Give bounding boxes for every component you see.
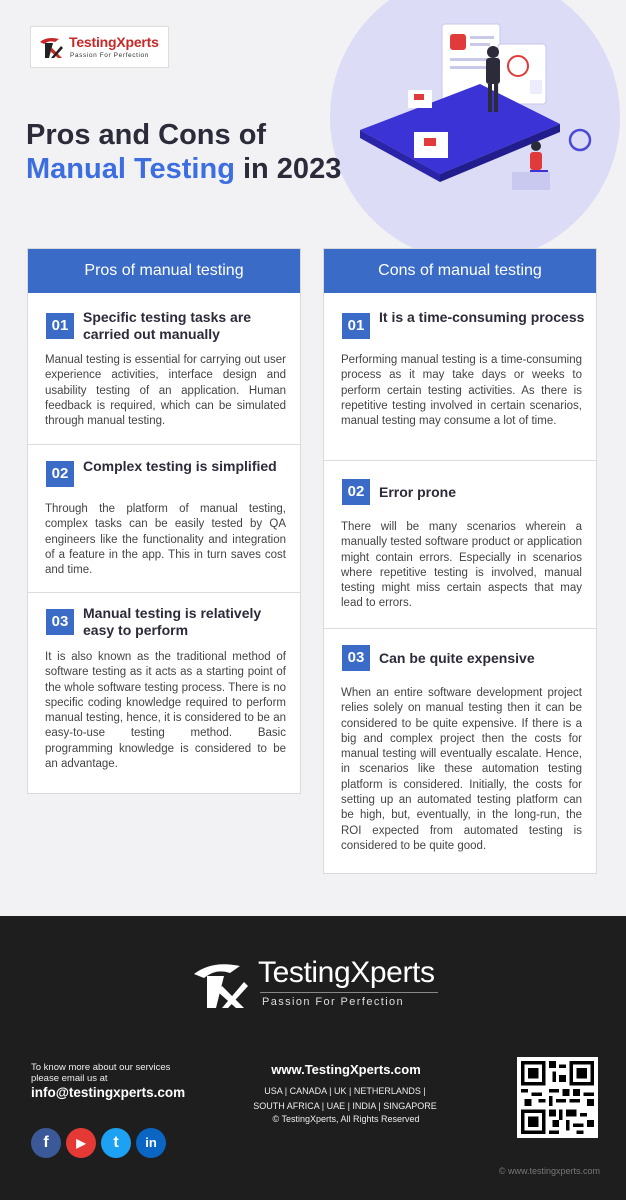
cons-card bbox=[323, 248, 597, 874]
pros-item-3-body: It is also known as the traditional method of software testing as it acts as a starting point of the whole software testing process. There is no specific coding knowledge required to perform manual testing, hence, it is considered to be an easy-to-use testing method. Basic programming knowledge is considered to be an advantage. bbox=[45, 651, 286, 771]
qr-code-icon[interactable] bbox=[517, 1057, 598, 1138]
cons-item-1-body: Performing manual testing is a time-consuming process as it may take days or weeks to perform certain testing activities. As there is repetitive testing involved in certain scenarios, manual testing may consume a lot of time. bbox=[341, 354, 582, 428]
hero-illustration bbox=[330, 0, 620, 262]
cons-item-2-number: 02 bbox=[342, 479, 370, 505]
logo-mark-icon bbox=[37, 34, 65, 62]
cons-item-2-body: There will be many scenarios wherein a manually tested software product or application might contain errors. Especially in scenarios where repetitive testing is involved, manual testing might miss certain aspects that may lead to errors. bbox=[341, 521, 582, 610]
footer-copyright: © www.testingxperts.com bbox=[498, 1166, 600, 1176]
title-line-1: Pros and Cons of bbox=[26, 119, 267, 151]
pros-item-2-number: 02 bbox=[46, 461, 74, 487]
facebook-icon[interactable]: f bbox=[31, 1128, 61, 1158]
cons-item-3-body: When an entire software development project relies solely on manual testing then it can be considered to be quite expensive. If there is a big and complex project then the costs for manual testing will eventually escalate. Hence, in scenarios like these automation testing platform is considered. Initially, the costs for setting up an automated testing platform can be high, but, eventually, in the long-run, the ROI expected from automated testing is considered to be quite good. bbox=[341, 687, 582, 852]
testing-team-illustration bbox=[330, 0, 620, 262]
footer-logo-tagline: Passion For Perfection bbox=[262, 996, 405, 1008]
pros-item-2-title: Complex testing is simplified bbox=[83, 458, 277, 474]
cons-item-3-title: Can be quite expensive bbox=[379, 650, 535, 666]
cons-item-1 bbox=[324, 293, 596, 461]
title-line-2 bbox=[26, 152, 341, 186]
footer-logo[interactable] bbox=[190, 956, 440, 1016]
youtube-icon[interactable]: ▶ bbox=[66, 1128, 96, 1158]
linkedin-icon[interactable]: in bbox=[136, 1128, 166, 1158]
cons-heading: Cons of manual testing bbox=[324, 249, 596, 293]
social-links bbox=[31, 1128, 171, 1158]
pros-item-3-number: 03 bbox=[46, 609, 74, 635]
logo-tagline: Passion For Perfection bbox=[70, 52, 149, 59]
pros-heading: Pros of manual testing bbox=[28, 249, 300, 293]
pros-card bbox=[27, 248, 301, 794]
pros-item-1 bbox=[28, 293, 300, 445]
footer-logo-divider bbox=[260, 992, 438, 993]
title-accent: Manual Testing bbox=[26, 153, 235, 185]
footer-logo-name: TestingXperts bbox=[258, 956, 435, 989]
header-logo[interactable] bbox=[30, 26, 169, 68]
cons-item-2 bbox=[324, 461, 596, 629]
pros-item-1-body: Manual testing is essential for carrying out user experience activities, interface design and usability testing of an application. Human feedback is required, which can be simulated through manual testing. bbox=[45, 354, 286, 428]
pros-item-2-body: Through the platform of manual testing, complex tasks can be easily tested by QA engineers like the functionality and integration of a feature in the app. This in turn saves cost and time. bbox=[45, 503, 286, 577]
pros-item-3-title: Manual testing is relatively easy to perform bbox=[83, 605, 262, 638]
footer bbox=[0, 916, 626, 1200]
footer-logo-mark-icon bbox=[190, 956, 250, 1016]
footer-rights: © TestingXperts, All Rights Reserved bbox=[272, 1114, 420, 1124]
cons-item-3-number: 03 bbox=[342, 645, 370, 671]
page-title bbox=[26, 118, 341, 186]
pros-item-1-title: Specific testing tasks are carried out manually bbox=[83, 309, 252, 342]
title-year: in 2023 bbox=[234, 153, 342, 185]
pros-item-3 bbox=[28, 593, 300, 793]
cons-item-3 bbox=[324, 629, 596, 873]
footer-website-link[interactable]: www.TestingXperts.com bbox=[271, 1062, 421, 1077]
footer-countries: USA | CANADA | UK | NETHERLANDS | SOUTH AFRICA | UAE | INDIA | SINGAPORE bbox=[253, 1086, 437, 1111]
pros-item-2 bbox=[28, 445, 300, 593]
cons-item-2-title: Error prone bbox=[379, 484, 457, 500]
cons-item-1-title: It is a time-consuming process bbox=[379, 309, 585, 325]
pros-item-1-number: 01 bbox=[46, 313, 74, 339]
footer-email-link[interactable]: info@testingxperts.com bbox=[31, 1085, 186, 1100]
cons-item-1-number: 01 bbox=[342, 313, 370, 339]
footer-know-more: To know more about our services please email us at bbox=[31, 1062, 171, 1084]
twitter-icon[interactable]: t bbox=[101, 1128, 131, 1158]
logo-name: TestingXperts bbox=[69, 34, 159, 50]
